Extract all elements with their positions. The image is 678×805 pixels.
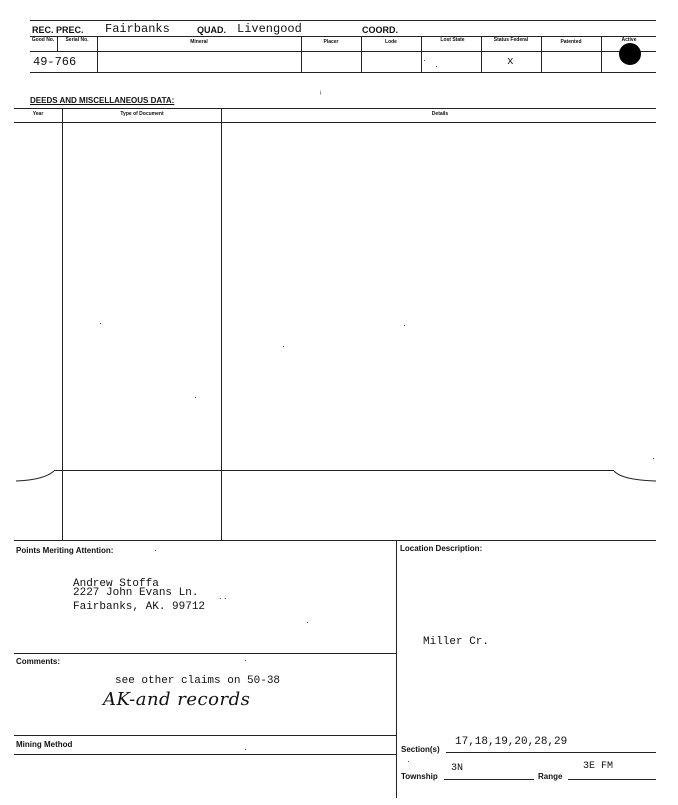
speck — [404, 325, 405, 326]
range-value: 3E FM — [583, 761, 614, 772]
speck — [245, 749, 246, 750]
comments-handwritten: AK-and records — [103, 689, 251, 710]
col-year: Year — [32, 111, 44, 117]
col-lode: Lode — [385, 39, 397, 45]
fold-curve-right — [612, 470, 658, 484]
record-row-rule — [30, 72, 656, 73]
comments-top-rule — [14, 653, 396, 654]
speck — [408, 761, 409, 762]
status-mark: x — [507, 56, 514, 68]
lower-center-divider — [396, 540, 397, 798]
quad-value: Livengood — [237, 22, 302, 36]
mining-top-rule — [14, 735, 396, 736]
deeds-divider-type — [221, 108, 222, 540]
section-label: Section(s) — [401, 745, 440, 754]
speck — [436, 66, 437, 67]
col-type-of-document: Type of Document — [120, 111, 164, 117]
col-details: Details — [431, 111, 449, 117]
range-rule — [568, 779, 656, 780]
coord-label: COORD. — [362, 25, 398, 35]
quad-label: QUAD. — [197, 25, 226, 35]
location-label: Location Description: — [400, 544, 483, 553]
township-value: 3N — [451, 763, 464, 774]
section-rule — [446, 752, 656, 753]
col-divider — [481, 36, 482, 72]
speck — [155, 550, 156, 551]
top-rule — [30, 20, 656, 21]
section-value: 17,18,19,20,28,29 — [455, 736, 568, 748]
township-rule — [444, 779, 534, 780]
speck — [245, 660, 246, 661]
col-active: Active — [621, 37, 637, 43]
rec-prec-value: Fairbanks — [105, 22, 170, 36]
col-mineral: Mineral — [190, 39, 208, 45]
col-divider — [541, 36, 542, 72]
comments-value: see other claims on 50-38 — [115, 675, 281, 687]
township-label: Township — [401, 772, 438, 781]
deeds-top-rule — [14, 108, 656, 109]
speck — [195, 397, 196, 398]
deeds-header-rule — [14, 122, 656, 123]
record-id: 49-766 — [33, 55, 77, 69]
points-street: 2227 John Evans Ln. — [73, 587, 199, 599]
col-patented: Patented — [560, 39, 582, 45]
mining-bottom-rule — [14, 754, 396, 755]
comments-label: Comments: — [16, 657, 61, 666]
speck: ⁱ — [320, 89, 322, 99]
col-placer: Placer — [323, 39, 339, 45]
fold-line — [54, 470, 614, 471]
points-label: Points Meriting Attention: — [16, 546, 114, 555]
speck — [283, 346, 284, 347]
deeds-bottom-rule — [14, 540, 656, 541]
range-label: Range — [538, 772, 563, 781]
deeds-divider-year — [62, 108, 63, 540]
speck: . . — [219, 591, 227, 601]
speck — [100, 323, 101, 324]
rec-prec-label: REC. PREC. — [32, 25, 84, 35]
deeds-title: DEEDS AND MISCELLANEOUS DATA: — [30, 96, 175, 105]
points-name: Andrew Stoffa — [73, 578, 159, 590]
col-status-federal: Status Federal — [493, 37, 529, 43]
col-good-no: Good No. — [31, 37, 55, 43]
speck — [307, 622, 308, 623]
header-rule — [30, 36, 656, 37]
col-divider — [421, 36, 422, 72]
subheader-rule — [30, 51, 656, 52]
mining-label: Mining Method — [16, 740, 73, 749]
col-serial-no: Serial No. — [65, 37, 89, 43]
points-city: Fairbanks, AK. 99712 — [73, 601, 206, 613]
location-value: Miller Cr. — [423, 636, 490, 648]
speck — [653, 458, 654, 459]
col-divider — [57, 36, 58, 51]
col-divider — [97, 36, 98, 72]
col-lost-state: Lost State — [440, 37, 465, 43]
fold-curve-left — [14, 470, 56, 484]
col-divider — [361, 36, 362, 72]
col-divider — [301, 36, 302, 72]
punch-hole — [619, 43, 641, 65]
speck — [424, 60, 425, 61]
col-divider — [601, 36, 602, 72]
